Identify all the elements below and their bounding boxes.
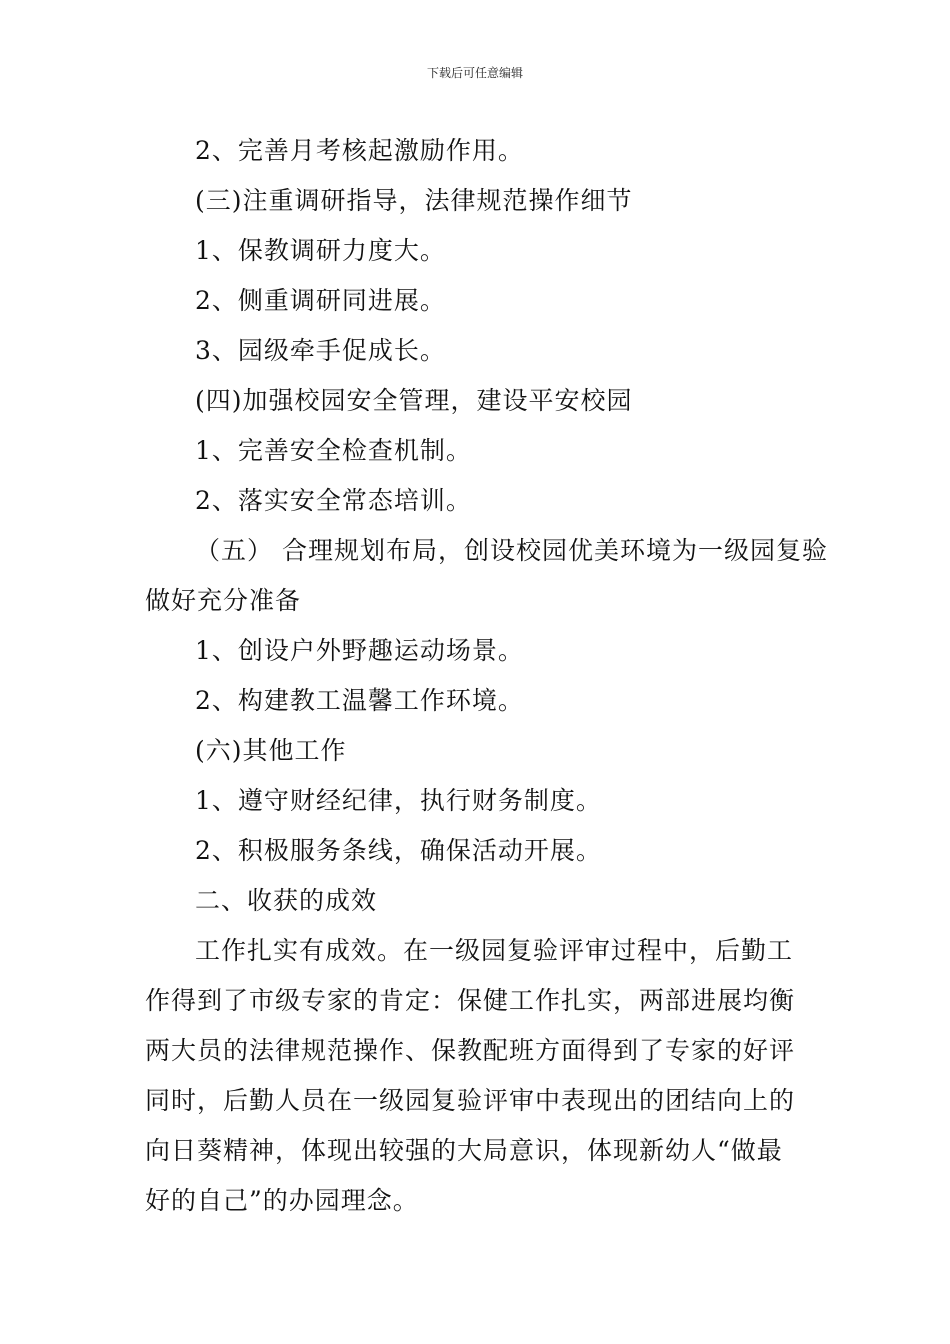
- text-line: 2、完善月考核起激励作用。: [195, 136, 524, 165]
- section-heading: (六)其他工作: [195, 736, 347, 765]
- section-heading: (四)加强校园安全管理，建设平安校园: [195, 386, 633, 415]
- text-line: 1、保教调研力度大。: [195, 236, 446, 265]
- paragraph-line: 好的自己”的办园理念。: [145, 1186, 419, 1215]
- section-heading-five: [145, 526, 828, 626]
- paragraph-line: 作得到了市级专家的肯定：保健工作扎实，两部进展均衡: [145, 986, 796, 1015]
- text-line: 1、完善安全检查机制。: [195, 436, 472, 465]
- paragraph-line: 两大员的法律规范操作、保教配班方面得到了专家的好评: [145, 1036, 796, 1065]
- section-heading: (三)注重调研指导，法律规范操作细节: [195, 186, 633, 215]
- text-line: 2、积极服务条线，确保活动开展。: [195, 836, 602, 865]
- heading-line: 做好充分准备: [145, 586, 302, 615]
- results-paragraph: [145, 926, 810, 1226]
- heading-line: （五） 合理规划布局，创设校园优美环境为一级园复验: [195, 536, 828, 565]
- paragraph-line: 同时，后勤人员在一级园复验评审中表现出的团结向上的: [145, 1086, 796, 1115]
- paragraph-line: 工作扎实有成效。在一级园复验评审过程中，后勤工: [195, 936, 794, 965]
- paragraph-line: 向日葵精神，体现出较强的大局意识，体现新幼人“做最: [145, 1136, 783, 1165]
- text-line: 3、园级牵手促成长。: [195, 336, 446, 365]
- text-line: 1、创设户外野趣运动场景。: [195, 636, 524, 665]
- document-body: [145, 126, 828, 1226]
- text-line: 2、构建教工温馨工作环境。: [195, 686, 524, 715]
- text-line: 1、遵守财经纪律，执行财务制度。: [195, 786, 602, 815]
- text-line: 2、侧重调研同进展。: [195, 286, 446, 315]
- text-line: 2、落实安全常态培训。: [195, 486, 472, 515]
- page-header-note: 下载后可任意编辑: [426, 66, 523, 80]
- section-heading: 二、收获的成效: [195, 886, 378, 915]
